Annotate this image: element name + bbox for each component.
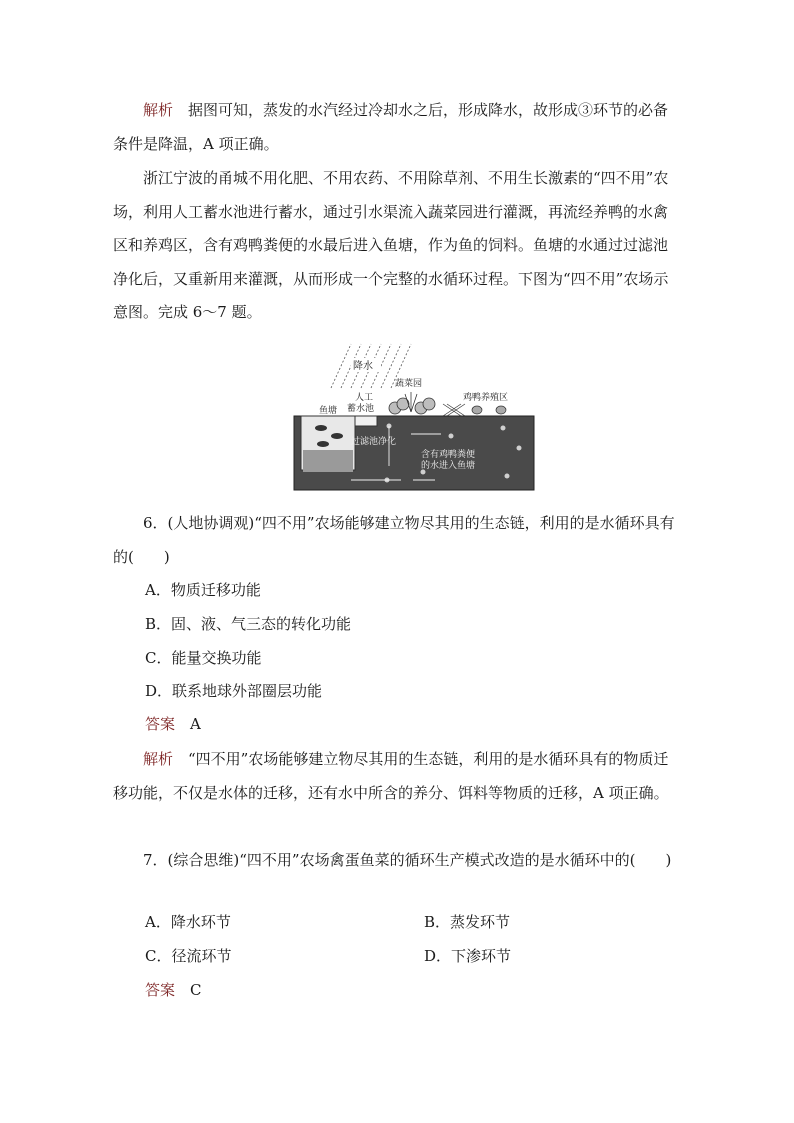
q6-option-b: B．固、液、气三态的转化功能 bbox=[145, 615, 352, 633]
fishpond-label: 鱼塘 bbox=[319, 406, 338, 416]
fence-icon bbox=[443, 404, 465, 416]
poultry-label: 鸡鸭养殖区 bbox=[463, 393, 509, 403]
answer-label: 答案 bbox=[145, 981, 176, 999]
filter-label: 过滤池净化 bbox=[351, 437, 397, 447]
analysis-paragraph-5 bbox=[113, 94, 679, 161]
material-paragraph: 浙江宁波的甬城不用化肥、不用农药、不用除草剂、不用生长激素的“四不用”农场，利用人工蓄水池进行蓄水，通过引水渠流入蔬菜园进行灌溉，再流经养鸭的水禽区和养鸡区，含有鸡鸭粪便的水最后进入鱼塘，作为鱼的饲料。鱼塘的水通过过滤池净化后，又重新用来灌溉，从而形成一个完整的水循环过程。下图为“四不用”农场示意图。完成 6～7 题。 bbox=[113, 169, 669, 322]
analysis-label: 解析 bbox=[143, 750, 174, 768]
q6-option-c: C．能量交换功能 bbox=[145, 649, 262, 667]
analysis-label: 解析 bbox=[143, 101, 174, 119]
reservoir-label-2: 蓄水池 bbox=[347, 404, 375, 414]
answer-value: A bbox=[190, 715, 201, 733]
q7-option-a: A．降水环节 bbox=[145, 913, 231, 931]
q6-analysis bbox=[113, 743, 679, 810]
farm-diagram bbox=[293, 340, 535, 492]
analysis-text: “四不用”农场能够建立物尽其用的生态链，利用的是水循环具有的物质迁移功能，不仅是水体的迁移，还有水中所含的养分、饵料等物质的迁移，A 项正确。 bbox=[113, 750, 669, 802]
answer-value: C bbox=[190, 981, 202, 999]
analysis-text: 据图可知，蒸发的水汽经过冷却水之后，形成降水，故形成③环节的必备条件是降温，A 项正确。 bbox=[113, 101, 669, 153]
answer-label: 答案 bbox=[145, 715, 176, 733]
question-7-stem: 7．(综合思维)“四不用”农场禽蛋鱼菜的循环生产模式改造的是水循环中的( ) bbox=[143, 851, 672, 869]
q7-option-c: C．径流环节 bbox=[145, 947, 232, 965]
q7-answer bbox=[145, 980, 202, 1000]
reservoir-area bbox=[355, 416, 377, 426]
manure-label-2: 的水进入鱼塘 bbox=[421, 461, 476, 471]
question-6-stem: 6．(人地协调观)“四不用”农场能够建立物尽其用的生态链，利用的是水循环具有的( ) bbox=[113, 514, 675, 566]
q7-option-b: B．蒸发环节 bbox=[424, 913, 511, 931]
manure-label-1: 含有鸡鸭粪便 bbox=[421, 450, 476, 460]
rain-label: 降水 bbox=[353, 361, 373, 372]
reservoir-label-1: 人工 bbox=[355, 393, 374, 403]
q6-answer bbox=[145, 714, 201, 734]
vegetable-icons bbox=[389, 398, 435, 414]
q6-option-a: A．物质迁移功能 bbox=[145, 581, 261, 599]
garden-label: 蔬菜园 bbox=[395, 379, 423, 389]
q7-option-d: D．下渗环节 bbox=[424, 947, 512, 965]
poultry-icons bbox=[472, 406, 506, 414]
filter-area bbox=[303, 450, 353, 472]
q6-option-d: D．联系地球外部圈层功能 bbox=[145, 682, 323, 700]
